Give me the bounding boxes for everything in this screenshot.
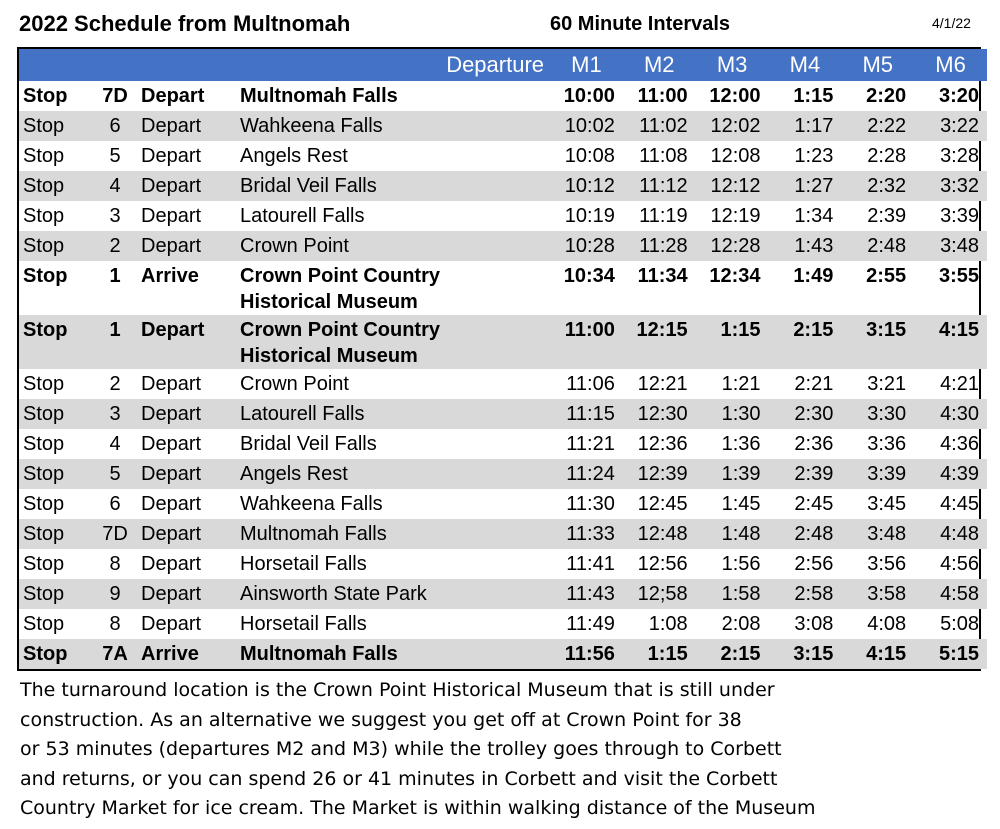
stop-location-name: Crown Point: [240, 235, 349, 257]
stop-label: Stop: [23, 523, 65, 545]
schedule-row: [19, 579, 987, 609]
time-cell-m4: 3:15: [793, 643, 834, 665]
time-cell-m3: 1:48: [721, 523, 761, 545]
column-header-m3: M3: [716, 52, 748, 77]
stop-label: Stop: [23, 643, 68, 665]
stop-number: 6: [109, 493, 121, 515]
time-cell-m1: 10:34: [563, 265, 615, 287]
stop-location-name: Multnomah Falls: [240, 85, 398, 107]
schedule-row: [19, 231, 987, 261]
note-line: The turnaround location is the Crown Point Historical Museum that is still under: [20, 679, 775, 701]
time-cell-m4: 2:48: [794, 523, 834, 545]
stop-label: Stop: [23, 235, 65, 257]
schedule-row: [19, 315, 987, 369]
stop-action: Depart: [141, 493, 202, 515]
time-cell-m2: 11:02: [639, 115, 688, 137]
column-header-m6: M6: [935, 52, 966, 77]
stop-location-name: Horsetail Falls: [240, 553, 367, 575]
stop-number: 2: [109, 235, 121, 257]
schedule-body: [19, 81, 987, 669]
stop-location: [234, 489, 550, 519]
stop-number: 8: [109, 553, 121, 575]
time-cell-m1: 10:28: [564, 235, 615, 257]
time-cell-m1: 10:02: [564, 115, 615, 137]
time-cell-m4: 1:23: [794, 145, 834, 167]
stop-number: 1: [109, 265, 121, 287]
time-cell-m5: 2:28: [867, 145, 907, 167]
time-cell-m2: 12:56: [637, 553, 688, 575]
note-line: or 53 minutes (departures M2 and M3) while the trolley goes through to Corbett: [20, 738, 782, 760]
stop-location: [234, 429, 550, 459]
time-cell-m4: 2:36: [794, 433, 834, 455]
time-cell-m2: 11:00: [637, 85, 688, 107]
time-cell-m1: 10:08: [564, 145, 615, 167]
stop-location: [234, 171, 550, 201]
time-cell-m6: 4:48: [940, 523, 979, 545]
time-cell-m5: 2:55: [866, 265, 907, 287]
stop-number: 2: [109, 373, 121, 395]
schedule-row: [19, 459, 987, 489]
time-cell-m1: 11:15: [566, 403, 615, 425]
time-cell-m4: 2:15: [793, 319, 834, 341]
time-cell-m4: 1:49: [793, 265, 834, 287]
stop-number: 8: [109, 613, 121, 635]
stop-action: Arrive: [141, 265, 199, 287]
time-cell-m4: 2:39: [794, 463, 834, 485]
stop-location-name: Bridal Veil Falls: [240, 433, 377, 455]
stop-label: Stop: [23, 175, 65, 197]
time-cell-m5: 3:30: [867, 403, 907, 425]
stop-number: 5: [109, 145, 121, 167]
time-cell-m1: 11:41: [566, 553, 615, 575]
time-cell-m5: 3:15: [866, 319, 907, 341]
time-cell-m1: 11:24: [566, 463, 615, 485]
schedule-row: [19, 429, 987, 459]
stop-number: 5: [109, 463, 121, 485]
time-cell-m4: 2:45: [794, 493, 834, 515]
stop-number: 7D: [102, 85, 128, 107]
stop-location-name: Multnomah Falls: [240, 643, 398, 665]
stop-action: Arrive: [141, 643, 199, 665]
stop-location: [234, 609, 550, 639]
time-cell-m6: 5:08: [940, 613, 979, 635]
time-cell-m2: 12:36: [637, 433, 688, 455]
schedule-row: [19, 171, 987, 201]
time-cell-m4: 2:30: [794, 403, 834, 425]
stop-action: Depart: [141, 85, 205, 107]
time-cell-m6: 4:36: [940, 433, 979, 455]
stop-number: 3: [109, 205, 121, 227]
time-cell-m6: 4:56: [940, 553, 979, 575]
time-cell-m1: 11:33: [566, 523, 615, 545]
stop-label: Stop: [23, 145, 65, 167]
stop-label: Stop: [23, 319, 68, 341]
column-header-m5: M5: [862, 52, 894, 77]
time-cell-m6: 3:32: [940, 175, 979, 197]
column-header-m1: M1: [571, 52, 602, 77]
schedule-header: [19, 49, 987, 81]
time-cell-m3: 2:15: [720, 643, 761, 665]
stop-number: 4: [109, 433, 121, 455]
stop-location-name: Latourell Falls: [240, 205, 365, 227]
time-cell-m6: 3:22: [940, 115, 979, 137]
time-cell-m1: 11:56: [564, 643, 615, 665]
time-cell-m1: 10:19: [564, 205, 615, 227]
stop-label: Stop: [23, 403, 65, 425]
time-cell-m5: 3:36: [867, 433, 907, 455]
schedule-row: [19, 519, 987, 549]
note-line: and returns, or you can spend 26 or 41 minutes in Corbett and visit the Corbett: [20, 767, 778, 790]
time-cell-m3: 12:08: [710, 145, 761, 167]
stop-location: [234, 141, 550, 171]
time-cell-m2: 12:45: [637, 493, 688, 515]
time-cell-m4: 1:27: [794, 175, 834, 197]
time-cell-m3: 1:36: [721, 433, 761, 455]
time-cell-m4: 1:17: [794, 115, 834, 137]
schedule-row: [19, 141, 987, 171]
stop-action: Depart: [141, 613, 202, 635]
stop-location-name: Bridal Veil Falls: [240, 175, 377, 197]
schedule-table-frame: [17, 47, 981, 671]
stop-action: Depart: [141, 553, 202, 575]
schedule-row: [19, 489, 987, 519]
stop-location: [234, 459, 550, 489]
stop-location: [234, 549, 550, 579]
time-cell-m1: 11:30: [566, 493, 615, 515]
stop-label: Stop: [23, 373, 65, 395]
time-cell-m2: 11:34: [637, 265, 688, 287]
time-cell-m4: 2:21: [794, 373, 834, 395]
stop-location-name-line2: Historical Museum: [240, 345, 418, 367]
stop-action: Depart: [141, 403, 202, 425]
time-cell-m5: 4:08: [867, 613, 907, 635]
time-cell-m3: 1:58: [721, 583, 761, 605]
column-header-m4: M4: [789, 52, 821, 77]
stop-label: Stop: [23, 463, 65, 485]
time-cell-m2: 12:30: [637, 403, 688, 425]
stop-location: [234, 261, 550, 315]
stop-location: [234, 399, 550, 429]
header-row: [19, 49, 987, 81]
time-cell-m6: 3:55: [938, 265, 979, 287]
time-cell-m1: 11:49: [566, 613, 615, 635]
time-cell-m2: 11:08: [639, 145, 688, 167]
stop-location-name: Wahkeena Falls: [240, 115, 383, 137]
stop-location-name: Crown Point Country: [240, 265, 440, 287]
time-cell-m3: 1:21: [721, 373, 761, 395]
schedule-row: [19, 81, 987, 111]
turnaround-note: [20, 676, 980, 824]
time-cell-m4: 1:43: [794, 235, 834, 257]
stop-location: [234, 579, 550, 609]
time-cell-m5: 3:56: [867, 553, 907, 575]
stop-location-name: Multnomah Falls: [240, 523, 387, 545]
time-cell-m6: 3:20: [938, 85, 979, 107]
stop-action: Depart: [141, 373, 202, 395]
time-cell-m2: 1:15: [647, 643, 688, 665]
time-cell-m4: 3:08: [794, 613, 834, 635]
stop-action: Depart: [141, 235, 202, 257]
time-cell-m6: 3:28: [940, 145, 979, 167]
stop-label: Stop: [23, 613, 65, 635]
time-cell-m5: 2:22: [867, 115, 907, 137]
stop-label: Stop: [23, 493, 65, 515]
time-cell-m1: 11:06: [566, 373, 615, 395]
stop-label: Stop: [23, 205, 65, 227]
schedule-row: [19, 111, 987, 141]
time-cell-m3: 12:19: [710, 205, 761, 227]
time-cell-m2: 12;58: [637, 583, 688, 605]
time-cell-m3: 1:39: [721, 463, 761, 485]
stop-location-name-line2: Historical Museum: [240, 291, 418, 313]
time-cell-m3: 12:28: [710, 235, 761, 257]
time-cell-m1: 11:21: [566, 433, 615, 455]
stop-location-name: Ainsworth State Park: [240, 583, 427, 605]
schedule-table: [19, 49, 987, 669]
stop-action: Depart: [141, 175, 202, 197]
stop-label: Stop: [23, 115, 65, 137]
schedule-row: [19, 549, 987, 579]
time-cell-m5: 4:15: [866, 643, 907, 665]
time-cell-m4: 1:15: [793, 85, 834, 107]
stop-location: [234, 519, 550, 549]
stop-location: [234, 639, 550, 669]
stop-location: [234, 111, 550, 141]
stop-location-name: Wahkeena Falls: [240, 493, 383, 515]
stop-label: Stop: [23, 433, 65, 455]
stop-location-name: Angels Rest: [240, 463, 348, 485]
time-cell-m5: 3:21: [867, 373, 907, 395]
stop-location: [234, 369, 550, 399]
stop-location-name: Latourell Falls: [240, 403, 365, 425]
schedule-row: [19, 399, 987, 429]
stop-label: Stop: [23, 553, 65, 575]
time-cell-m3: 12:12: [710, 175, 761, 197]
stop-action: Depart: [141, 145, 202, 167]
time-cell-m1: 11:00: [564, 319, 615, 341]
time-cell-m3: 1:15: [720, 319, 761, 341]
time-cell-m3: 12:02: [710, 115, 761, 137]
stop-number: 6: [109, 115, 121, 137]
stop-number: 4: [109, 175, 121, 197]
time-cell-m2: 11:28: [639, 235, 688, 257]
time-cell-m6: 4:30: [940, 403, 979, 425]
time-cell-m6: 4:45: [940, 493, 979, 515]
time-cell-m5: 3:45: [867, 493, 907, 515]
time-cell-m2: 12:15: [636, 319, 688, 341]
time-cell-m2: 12:48: [637, 523, 688, 545]
stop-location-name: Horsetail Falls: [240, 613, 367, 635]
time-cell-m2: 12:39: [637, 463, 688, 485]
time-cell-m4: 2:58: [794, 583, 834, 605]
stop-number: 9: [109, 583, 121, 605]
stop-location-name: Crown Point: [240, 373, 349, 395]
stop-location: [234, 231, 550, 261]
stop-location: [234, 81, 550, 111]
time-cell-m5: 2:39: [867, 205, 907, 227]
note-line: Country Market for ice cream. The Market is within walking distance of the Museum: [20, 797, 816, 819]
time-cell-m2: 12:21: [637, 373, 688, 395]
time-cell-m3: 1:30: [721, 403, 761, 425]
stop-label: Stop: [23, 85, 68, 107]
time-cell-m6: 3:48: [940, 235, 979, 257]
time-cell-m4: 2:56: [794, 553, 834, 575]
stop-label: Stop: [23, 583, 65, 605]
time-cell-m2: 11:12: [639, 175, 688, 197]
time-cell-m5: 3:58: [867, 583, 907, 605]
stop-action: Depart: [141, 463, 202, 485]
stop-location: [234, 315, 550, 369]
stop-action: Depart: [141, 205, 202, 227]
document-date: 4/1/22: [932, 15, 971, 31]
stop-action: Depart: [141, 583, 202, 605]
time-cell-m6: 5:15: [938, 643, 979, 665]
stop-action: Depart: [141, 523, 202, 545]
time-cell-m5: 2:20: [866, 85, 907, 107]
stop-label: Stop: [23, 265, 68, 287]
schedule-row: [19, 261, 987, 315]
page-title: 2022 Schedule from Multnomah: [19, 11, 351, 36]
time-cell-m3: 2:08: [721, 613, 761, 635]
stop-location: [234, 201, 550, 231]
time-cell-m3: 12:00: [709, 85, 761, 107]
stop-location-name: Angels Rest: [240, 145, 348, 167]
time-cell-m5: 3:48: [867, 523, 907, 545]
stop-action: Depart: [141, 115, 202, 137]
stop-number: 1: [109, 319, 121, 341]
departure-header: Departure: [446, 52, 545, 77]
time-cell-m2: 1:08: [648, 613, 688, 635]
time-cell-m5: 2:48: [867, 235, 907, 257]
stop-number: 3: [109, 403, 121, 425]
time-cell-m4: 1:34: [794, 205, 834, 227]
time-cell-m1: 10:00: [563, 85, 615, 107]
schedule-row: [19, 369, 987, 399]
schedule-row: [19, 609, 987, 639]
time-cell-m6: 4:21: [940, 373, 979, 395]
time-cell-m5: 3:39: [867, 463, 907, 485]
stop-number: 7D: [102, 523, 128, 545]
time-cell-m3: 1:56: [721, 553, 761, 575]
stop-number: 7A: [102, 643, 128, 665]
schedule-row: [19, 201, 987, 231]
time-cell-m6: 4:58: [940, 583, 979, 605]
stop-location-name: Crown Point Country: [240, 319, 440, 341]
time-cell-m6: 4:15: [938, 319, 979, 341]
time-cell-m3: 12:34: [709, 265, 761, 287]
time-cell-m6: 4:39: [940, 463, 979, 485]
interval-subtitle: 60 Minute Intervals: [550, 13, 731, 35]
stop-action: Depart: [141, 433, 202, 455]
stop-action: Depart: [141, 319, 205, 341]
time-cell-m1: 10:12: [564, 175, 615, 197]
document-header: [0, 0, 1000, 46]
time-cell-m2: 11:19: [639, 205, 688, 227]
note-line: construction. As an alternative we suggest you get off at Crown Point for 38: [20, 708, 742, 731]
time-cell-m5: 2:32: [867, 175, 907, 197]
time-cell-m6: 3:39: [940, 205, 979, 227]
time-cell-m1: 11:43: [566, 583, 615, 605]
schedule-row: [19, 639, 987, 669]
column-header-m2: M2: [643, 52, 675, 77]
time-cell-m3: 1:45: [721, 493, 761, 515]
